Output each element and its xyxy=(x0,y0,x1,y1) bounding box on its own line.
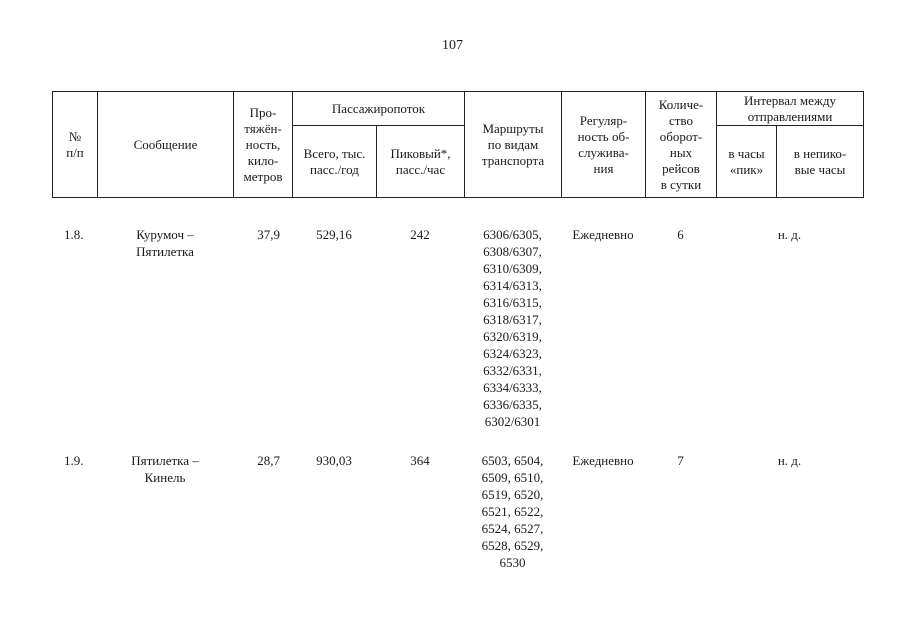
row-num: 1.8. xyxy=(64,227,84,242)
row-regularity: Ежедневно xyxy=(572,227,634,242)
row-total: 930,03 xyxy=(316,453,352,468)
header-col-num: № п/п xyxy=(53,92,98,198)
row-length: 37,9 xyxy=(257,227,280,242)
row-interval: н. д. xyxy=(777,227,802,242)
table-row xyxy=(52,226,863,452)
header-col-trips: Количе- ство оборот- ных рейсов в сутки xyxy=(646,92,717,198)
row-routes: 6306/6305, 6308/6307, 6310/6309, 6314/6313, 6316/6315, 6318/6317, 6320/6319, 6324/6323, 6332/6331, 6334/6333, 6336/6335, 6302/6301 xyxy=(483,227,542,429)
table-row xyxy=(52,452,863,571)
header-col-passenger-flow: Пассажиропоток xyxy=(293,92,465,126)
row-peak: 242 xyxy=(410,227,430,242)
header-col-peak: Пиковый*, пасс./час xyxy=(377,126,465,198)
row-message: Курумоч – Пятилетка xyxy=(136,227,194,259)
page-number: 107 xyxy=(442,38,463,53)
table-body xyxy=(52,226,863,571)
row-num: 1.9. xyxy=(64,453,84,468)
row-routes: 6503, 6504, 6509, 6510, 6519, 6520, 6521, 6522, 6524, 6527, 6528, 6529, 6530 xyxy=(481,453,544,570)
header-col-interval-peak: в часы «пик» xyxy=(717,126,777,198)
table-header xyxy=(52,91,864,198)
header-col-routes: Маршруты по видам транспорта xyxy=(465,92,562,198)
row-total: 529,16 xyxy=(316,227,352,242)
row-peak: 364 xyxy=(410,453,430,468)
header-col-message: Сообщение xyxy=(98,92,234,198)
row-interval: н. д. xyxy=(777,453,802,468)
header-col-interval: Интервал между отправлениями xyxy=(717,92,864,126)
row-trips: 6 xyxy=(677,227,684,242)
header-col-length: Про- тяжён- ность, кило- метров xyxy=(234,92,293,198)
row-trips: 7 xyxy=(677,453,684,468)
row-length: 28,7 xyxy=(257,453,280,468)
row-message: Пятилетка – Кинель xyxy=(131,453,199,485)
header-col-total: Всего, тыс. пасс./год xyxy=(293,126,377,198)
header-col-interval-offpeak: в непико- вые часы xyxy=(777,126,864,198)
header-col-regularity: Регуляр- ность об- служива- ния xyxy=(562,92,646,198)
row-regularity: Ежедневно xyxy=(572,453,634,468)
